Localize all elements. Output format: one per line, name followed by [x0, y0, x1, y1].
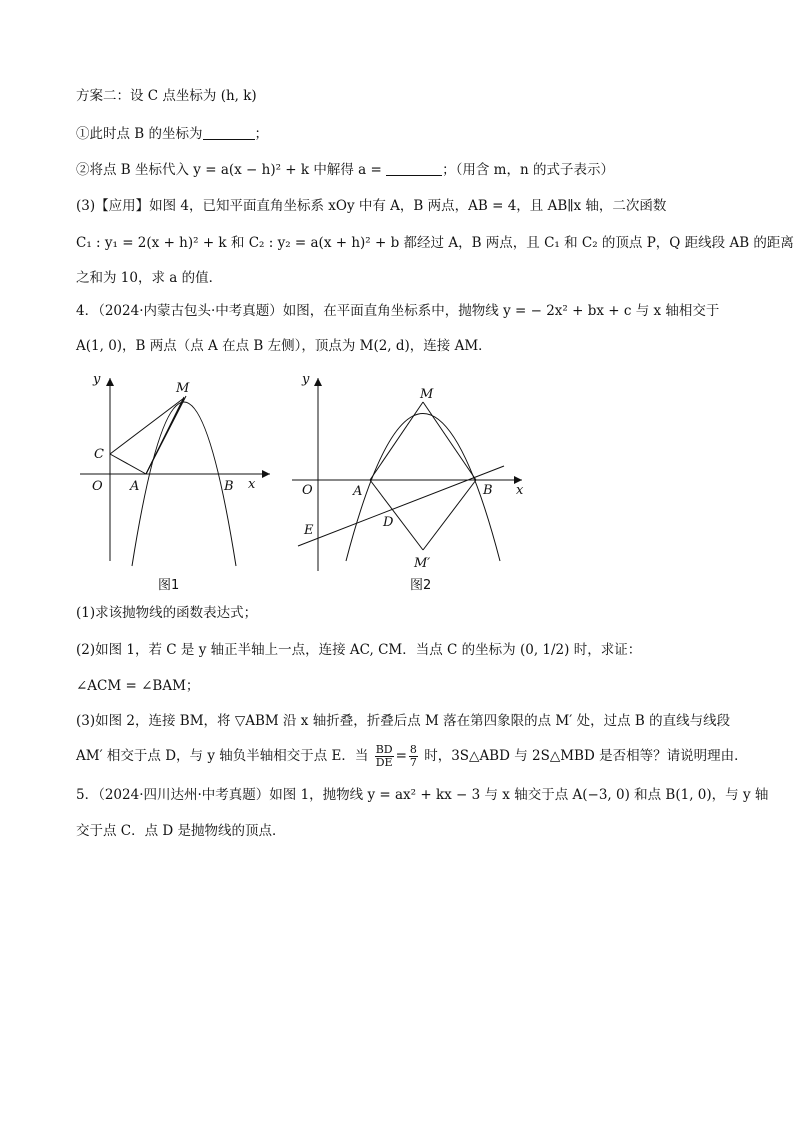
problem-4-angle-statement: ∠ACM = ∠BAM；	[76, 678, 200, 694]
part-2-suffix: 时，求证：	[573, 642, 642, 658]
figures-area	[70, 366, 540, 600]
fig2-segment-MB	[423, 402, 476, 480]
problem-4-header: 4．（2024·内蒙古包头·中考真题）如图，在平面直角坐标系中，抛物线 y = − 2x² + bx + c 与 x 轴相交于	[76, 303, 720, 319]
question-2-text: ②将点 B 坐标代入 y = a(x − h)² + k 中解得 a =	[76, 162, 382, 178]
figure-2-caption: 图2	[410, 578, 432, 593]
text-line-question-1	[76, 124, 726, 144]
text-line-distance: 之和为 10，求 a 的值．	[76, 270, 223, 286]
point-C-coordinate: (0, 1/2)	[519, 642, 570, 658]
problem-4-points: A(1, 0)，B 两点（点 A 在点 B 左侧），顶点为 M(2, d)，连接 AM．	[76, 338, 492, 354]
text-line-question-2	[76, 160, 726, 180]
problem-4-part-1: (1)求该抛物线的函数表达式；	[76, 605, 258, 621]
ratio-denominator: DE	[375, 756, 393, 769]
value-fraction	[409, 744, 418, 769]
fig1-segment-CM	[110, 398, 184, 454]
ratio-numerator: BD	[375, 743, 393, 756]
figure-2	[292, 378, 522, 571]
fig2-line-BE	[298, 466, 504, 546]
problem-4-part-3: (3)如图 2，连接 BM，将 ▽ABM 沿 x 轴折叠，折叠后点 M 落在第四象限的点 M′ 处，过点 B 的直线与线段	[76, 713, 731, 729]
fig1-parabola	[132, 402, 236, 566]
fig1-label-y: y	[93, 372, 101, 387]
fig1-segment-CA	[110, 454, 146, 474]
fig1-label-M: M	[176, 381, 190, 396]
figure-1-caption: 图1	[158, 578, 180, 593]
fig1-label-C: C	[94, 447, 104, 462]
fig1-x-arrow	[262, 470, 270, 478]
fig2-label-Mp: M′	[414, 556, 431, 571]
problem-5-cont: 交于点 C．点 D 是抛物线的顶点．	[76, 823, 286, 839]
fig1-label-A: A	[130, 479, 140, 494]
question-1-text: ①此时点 B 的坐标为	[76, 126, 203, 142]
fig2-label-E: E	[304, 523, 314, 538]
fig2-label-M: M	[420, 387, 434, 402]
question-1-suffix: ；	[254, 126, 269, 142]
part-3-text: AM′ 相交于点 D，与 y 轴负半轴相交于点 E．当	[76, 748, 369, 764]
fig1-y-arrow	[106, 378, 114, 386]
fig2-segment-AM	[370, 402, 423, 480]
ratio-equals: =	[395, 748, 407, 764]
answer-blank-2[interactable]	[386, 161, 442, 176]
fig1-label-B: B	[224, 479, 234, 494]
fig1-segment-AM-3	[146, 396, 186, 474]
fig2-y-arrow	[314, 378, 322, 386]
value-denominator: 7	[409, 756, 417, 769]
text-line-application: (3)【应用】如图 4，已知平面直角坐标系 xOy 中有 A，B 两点，AB = 4，且 AB∥x 轴，二次函数	[76, 198, 667, 214]
fig2-label-D: D	[383, 515, 394, 530]
fig2-segment-MpB	[423, 480, 476, 550]
ratio-fraction	[375, 744, 394, 769]
fig2-label-x: x	[516, 483, 524, 498]
text-line-scheme-two: 方案二：设 C 点坐标为 (h, k)	[76, 88, 257, 104]
question-2-suffix: ；（用含 m，n 的式子表示）	[442, 162, 614, 178]
answer-blank-1[interactable]	[203, 125, 255, 140]
problem-4-part-3-cont	[76, 743, 748, 769]
fig2-label-B: B	[483, 483, 493, 498]
problem-4-part-2	[76, 640, 726, 660]
figure-graphics	[70, 366, 540, 596]
fig2-parabola	[346, 414, 500, 562]
fig2-label-y: y	[302, 372, 310, 387]
figure-1	[80, 378, 270, 566]
fig1-label-O: O	[92, 479, 103, 494]
fig2-label-O: O	[302, 483, 313, 498]
value-numerator: 8	[409, 743, 417, 756]
part-2-text: (2)如图 1，若 C 是 y 轴正半轴上一点，连接 AC, CM．当点 C 的坐标为	[76, 642, 516, 658]
fig1-label-x: x	[248, 477, 256, 492]
text-line-functions: C₁ : y₁ = 2(x + h)² + k 和 C₂ : y₂ = a(x + h)² + b 都经过 A，B 两点，且 C₁ 和 C₂ 的顶点 P，Q 距线段 AB 的距离	[76, 235, 794, 251]
fig2-label-A: A	[353, 484, 363, 499]
part-3-suffix: 时，3S△ABD 与 2S△MBD 是否相等？请说明理由．	[424, 748, 748, 764]
problem-5-header: 5．（2024·四川达州·中考真题）如图 1，抛物线 y = ax² + kx − 3 与 x 轴交于点 A(−3, 0) 和点 B(1, 0)，与 y 轴	[76, 787, 769, 803]
